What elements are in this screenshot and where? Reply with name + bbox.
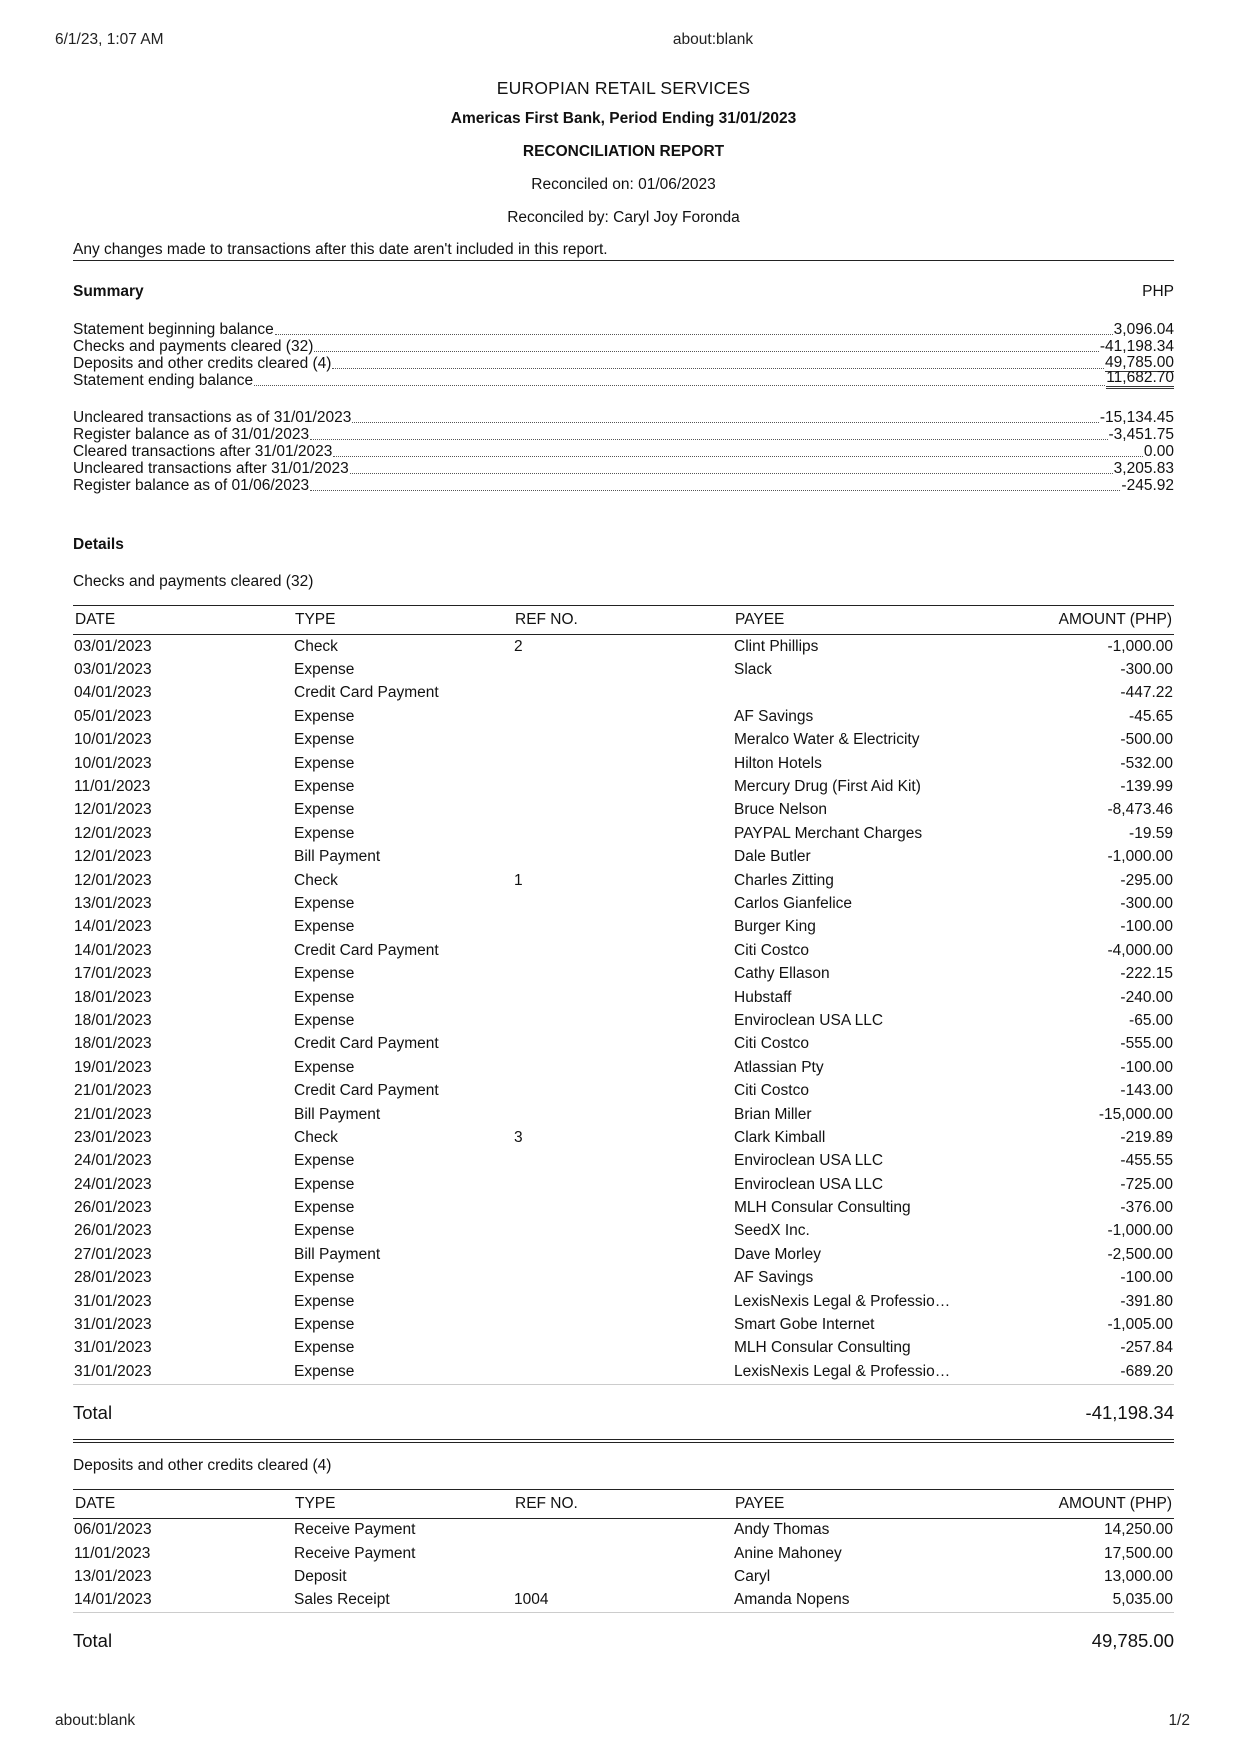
cell-date: 11/01/2023 — [74, 1544, 151, 1562]
cell-date: 13/01/2023 — [74, 1567, 152, 1585]
cell-date: 14/01/2023 — [74, 918, 152, 936]
cell-payee: SeedX Inc. — [734, 1222, 810, 1240]
summary-block-statement — [73, 321, 1174, 389]
checks-table-body — [73, 635, 1174, 1385]
cell-ref — [513, 775, 733, 798]
cell-date: 23/01/2023 — [74, 1128, 152, 1146]
cell-payee: Anine Mahoney — [734, 1544, 842, 1562]
checks-header-row — [73, 606, 1174, 635]
cell-payee: Citi Costco — [734, 941, 809, 959]
cell-type: Credit Card Payment — [294, 684, 439, 702]
cell-ref — [513, 892, 733, 915]
cell-type: Expense — [294, 988, 355, 1006]
table-row — [73, 822, 1174, 845]
cell-amount: -100.00 — [1120, 1058, 1173, 1076]
cell-ref — [513, 916, 733, 939]
table-row — [73, 1173, 1174, 1196]
table-row — [73, 1589, 1174, 1613]
cell-date: 28/01/2023 — [74, 1269, 152, 1287]
dot-leader — [332, 367, 1104, 369]
cell-amount: -300.00 — [1120, 894, 1173, 912]
table-row — [73, 962, 1174, 985]
summary-row — [73, 338, 1174, 355]
cell-type: Credit Card Payment — [294, 1035, 439, 1053]
cell-payee: Dale Butler — [734, 848, 811, 866]
cell-payee: Cathy Ellason — [734, 965, 830, 983]
table-row — [73, 1150, 1174, 1173]
cell-payee: Mercury Drug (First Aid Kit) — [734, 778, 921, 796]
cell-payee: Smart Gobe Internet — [734, 1316, 875, 1334]
reconciled-on: Reconciled on: 01/06/2023 — [531, 176, 716, 193]
cell-date: 12/01/2023 — [74, 824, 152, 842]
summary-row — [73, 426, 1174, 443]
cell-date: 12/01/2023 — [74, 848, 152, 866]
table-row — [73, 939, 1174, 962]
cell-payee: AF Savings — [734, 707, 814, 725]
cell-date: 21/01/2023 — [74, 1105, 152, 1123]
table-row — [73, 1313, 1174, 1336]
cell-ref — [513, 705, 733, 728]
cell-ref — [513, 1196, 733, 1219]
col-ref-header: REF NO. — [513, 1489, 733, 1518]
cell-type: Check — [294, 1128, 338, 1146]
col-payee-header: PAYEE — [733, 1489, 963, 1518]
summary-row-value: -15,134.45 — [1099, 409, 1174, 426]
cell-amount: -447.22 — [1120, 684, 1173, 702]
cell-type: Expense — [294, 1292, 355, 1310]
cell-ref — [513, 1079, 733, 1102]
summary-row-label: Register balance as of 31/01/2023 — [73, 426, 310, 443]
cell-ref — [513, 1150, 733, 1173]
cell-payee: Andy Thomas — [734, 1521, 830, 1539]
print-footer-url: about:blank — [55, 1712, 136, 1729]
cell-type: Expense — [294, 1339, 355, 1357]
cell-amount: -725.00 — [1120, 1175, 1173, 1193]
summary-row — [73, 321, 1174, 338]
cell-payee: Brian Miller — [734, 1105, 812, 1123]
cell-date: 19/01/2023 — [74, 1058, 152, 1076]
cell-date: 24/01/2023 — [74, 1175, 152, 1193]
summary-row-value: -3,451.75 — [1108, 426, 1174, 443]
cell-payee: Clint Phillips — [734, 637, 819, 655]
cell-type: Expense — [294, 1152, 355, 1170]
cell-type: Bill Payment — [294, 1105, 381, 1123]
table-row — [73, 682, 1174, 705]
deposits-table-body — [73, 1518, 1174, 1613]
cell-date: 27/01/2023 — [74, 1245, 152, 1263]
cell-type: Expense — [294, 1058, 355, 1076]
checks-total-block — [73, 1401, 1174, 1443]
summary-row — [73, 443, 1174, 460]
checks-table — [73, 605, 1174, 1385]
cell-date: 12/01/2023 — [74, 871, 152, 889]
cell-date: 12/01/2023 — [74, 801, 152, 819]
cell-ref — [513, 1033, 733, 1056]
print-url: about:blank — [672, 31, 754, 48]
cell-ref — [513, 1173, 733, 1196]
table-row — [73, 1220, 1174, 1243]
cell-type: Expense — [294, 731, 355, 749]
cell-amount: -19.59 — [1129, 824, 1173, 842]
cell-date: 10/01/2023 — [74, 731, 152, 749]
cell-type: Check — [294, 637, 338, 655]
cell-ref — [513, 1313, 733, 1336]
cell-payee: AF Savings — [734, 1269, 814, 1287]
cell-date: 14/01/2023 — [74, 941, 152, 959]
table-row — [73, 1009, 1174, 1032]
dot-leader — [254, 384, 1105, 386]
summary-row — [73, 477, 1174, 494]
table-row — [73, 916, 1174, 939]
cell-ref — [513, 1009, 733, 1032]
cell-amount: -222.15 — [1120, 965, 1173, 983]
cell-ref — [513, 986, 733, 1009]
cell-type: Check — [294, 871, 338, 889]
cell-date: 18/01/2023 — [74, 1011, 152, 1029]
table-row — [73, 1103, 1174, 1126]
cell-date: 04/01/2023 — [74, 684, 152, 702]
col-type-header: TYPE — [293, 1489, 513, 1518]
cell-type: Credit Card Payment — [294, 1082, 439, 1100]
summary-row-value: 3,205.83 — [1113, 460, 1174, 477]
summary-row-value: 3,096.04 — [1113, 321, 1174, 338]
cell-amount: -1,000.00 — [1107, 848, 1173, 866]
cell-amount: -143.00 — [1120, 1082, 1173, 1100]
summary-row-label: Uncleared transactions as of 31/01/2023 — [73, 409, 352, 426]
cell-type: Expense — [294, 661, 355, 679]
dot-leader — [310, 438, 1107, 440]
summary-header — [73, 282, 1174, 302]
cell-payee: Charles Zitting — [734, 871, 834, 889]
print-page-number: 1/2 — [1168, 1712, 1190, 1729]
summary-row-value: -245.92 — [1121, 477, 1174, 494]
cell-type: Receive Payment — [294, 1521, 416, 1539]
table-row — [73, 705, 1174, 728]
table-row — [73, 1360, 1174, 1384]
cell-amount: -219.89 — [1120, 1128, 1173, 1146]
cell-ref — [513, 1565, 733, 1588]
deposits-header-row — [73, 1489, 1174, 1518]
cell-type: Expense — [294, 1269, 355, 1287]
cell-type: Expense — [294, 965, 355, 983]
cell-date: 03/01/2023 — [74, 637, 152, 655]
cell-payee: Dave Morley — [734, 1245, 821, 1263]
cell-ref — [513, 799, 733, 822]
table-row — [73, 986, 1174, 1009]
table-row — [73, 658, 1174, 681]
col-payee-header: PAYEE — [733, 606, 963, 635]
cell-payee: Citi Costco — [734, 1082, 809, 1100]
cell-amount: -1,005.00 — [1107, 1316, 1173, 1334]
cell-type: Expense — [294, 707, 355, 725]
cell-type: Expense — [294, 824, 355, 842]
summary-row-value: 11,682.70 — [1106, 369, 1174, 389]
cell-amount: -376.00 — [1120, 1199, 1173, 1217]
cell-amount: 13,000.00 — [1104, 1567, 1173, 1585]
cell-date: 21/01/2023 — [74, 1082, 152, 1100]
cell-payee: Caryl — [734, 1567, 771, 1585]
table-row — [73, 1196, 1174, 1219]
col-type-header: TYPE — [293, 606, 513, 635]
summary-row-label: Deposits and other credits cleared (4) — [73, 355, 332, 372]
cell-amount: -1,000.00 — [1107, 1222, 1173, 1240]
table-row — [73, 1056, 1174, 1079]
company-name: EUROPIAN RETAIL SERVICES — [496, 78, 751, 98]
summary-row — [73, 460, 1174, 477]
summary-row-label: Register balance as of 01/06/2023 — [73, 477, 310, 494]
report-notice: Any changes made to transactions after this date aren't included in this report. — [73, 240, 1174, 261]
cell-amount: -532.00 — [1120, 754, 1173, 772]
cell-payee: Enviroclean USA LLC — [734, 1011, 884, 1029]
cell-ref — [513, 752, 733, 775]
table-row — [73, 1542, 1174, 1565]
cell-ref: 2 — [514, 637, 523, 655]
table-row — [73, 799, 1174, 822]
cell-type: Expense — [294, 801, 355, 819]
print-datetime: 6/1/23, 1:07 AM — [55, 31, 164, 48]
cell-payee: MLH Consular Consulting — [734, 1339, 911, 1357]
table-row — [73, 635, 1174, 659]
cell-amount: -455.55 — [1120, 1152, 1173, 1170]
summary-row — [73, 369, 1174, 389]
cell-payee: Meralco Water & Electricity — [734, 731, 920, 749]
cell-payee: Hubstaff — [734, 988, 792, 1006]
summary-row-value: 0.00 — [1143, 443, 1174, 460]
cell-amount: -1,000.00 — [1107, 637, 1173, 655]
cell-ref: 1 — [514, 871, 523, 889]
cell-ref — [513, 822, 733, 845]
cell-ref — [513, 1220, 733, 1243]
cell-amount: -15,000.00 — [1098, 1105, 1173, 1123]
cell-ref: 3 — [514, 1128, 523, 1146]
cell-payee: MLH Consular Consulting — [734, 1199, 911, 1217]
cell-ref — [513, 729, 733, 752]
cell-payee: Bruce Nelson — [734, 801, 828, 819]
cell-payee — [733, 682, 963, 705]
cell-type: Sales Receipt — [293, 1589, 513, 1613]
cell-date: 11/01/2023 — [74, 778, 151, 796]
table-row — [73, 1267, 1174, 1290]
col-date-header: DATE — [73, 606, 293, 635]
summary-row-label: Statement beginning balance — [73, 321, 274, 338]
summary-row-label: Checks and payments cleared (32) — [73, 338, 314, 355]
dot-leader — [314, 350, 1099, 352]
cell-amount: -8,473.46 — [1107, 801, 1173, 819]
cell-amount: -45.65 — [1129, 707, 1173, 725]
table-row — [73, 1518, 1174, 1542]
dot-leader — [350, 472, 1113, 474]
cell-date: 31/01/2023 — [74, 1316, 152, 1334]
cell-type: Expense — [294, 778, 355, 796]
checks-total-row — [73, 1401, 1174, 1425]
table-row — [73, 1337, 1174, 1360]
cell-amount: -689.20 — [963, 1360, 1174, 1384]
cell-ref — [513, 658, 733, 681]
summary-row-label: Statement ending balance — [73, 372, 254, 389]
cell-payee: Citi Costco — [734, 1035, 809, 1053]
cell-date: 18/01/2023 — [74, 1035, 152, 1053]
report-title: RECONCILIATION REPORT — [522, 143, 725, 160]
cell-type: Expense — [293, 1360, 513, 1384]
report-page — [73, 76, 1174, 1667]
cell-type: Bill Payment — [294, 1245, 381, 1263]
cell-payee: PAYPAL Merchant Charges — [734, 824, 923, 842]
cell-payee: LexisNexis Legal & Professio… — [734, 1292, 951, 1310]
cell-ref — [513, 1243, 733, 1266]
dot-leader — [352, 421, 1099, 423]
table-row — [73, 869, 1174, 892]
cell-payee: Atlassian Pty — [734, 1058, 824, 1076]
cell-amount: -555.00 — [1120, 1035, 1173, 1053]
cell-type: Expense — [294, 754, 355, 772]
deposits-total-label: Total — [73, 1630, 113, 1652]
cell-ref — [513, 962, 733, 985]
cell-payee: Slack — [734, 661, 772, 679]
checks-total-label: Total — [73, 1401, 113, 1423]
cell-ref — [513, 682, 733, 705]
cell-payee: Enviroclean USA LLC — [734, 1175, 884, 1193]
cell-type: Expense — [294, 1222, 355, 1240]
cell-amount: -240.00 — [1120, 988, 1173, 1006]
cell-payee: LexisNexis Legal & Professio… — [733, 1360, 963, 1384]
cell-type: Expense — [294, 918, 355, 936]
deposits-total-row — [73, 1629, 1174, 1653]
cell-amount: 14,250.00 — [1104, 1521, 1173, 1539]
details-label: Details — [73, 536, 124, 553]
cell-date: 10/01/2023 — [74, 754, 152, 772]
cell-type: Expense — [294, 1175, 355, 1193]
table-row — [73, 1565, 1174, 1588]
cell-ref — [513, 1518, 733, 1542]
table-row — [73, 775, 1174, 798]
cell-payee: Clark Kimball — [734, 1128, 826, 1146]
cell-payee: Burger King — [734, 918, 816, 936]
cell-ref — [513, 1056, 733, 1079]
table-row — [73, 1126, 1174, 1149]
table-row — [73, 1243, 1174, 1266]
cell-date: 14/01/2023 — [73, 1589, 293, 1613]
table-row — [73, 846, 1174, 869]
dot-leader — [333, 455, 1142, 457]
table-row — [73, 1079, 1174, 1102]
summary-row-value: 49,785.00 — [1105, 354, 1174, 371]
dot-leader — [310, 489, 1120, 491]
summary-row — [73, 355, 1174, 372]
cell-ref — [513, 939, 733, 962]
cell-date: 26/01/2023 — [74, 1222, 152, 1240]
reconciled-by: Reconciled by: Caryl Joy Foronda — [507, 209, 740, 226]
summary-row-label: Cleared transactions after 31/01/2023 — [73, 443, 333, 460]
checks-section-label: Checks and payments cleared (32) — [73, 573, 314, 590]
table-row — [73, 1290, 1174, 1313]
cell-amount: -139.99 — [1120, 778, 1173, 796]
deposits-total-block — [73, 1629, 1174, 1667]
cell-amount: -500.00 — [1120, 731, 1173, 749]
cell-amount: -300.00 — [1120, 661, 1173, 679]
col-ref-header: REF NO. — [513, 606, 733, 635]
summary-row-label: Uncleared transactions after 31/01/2023 — [73, 460, 349, 477]
cell-ref: 1004 — [513, 1589, 733, 1613]
cell-type: Expense — [294, 1316, 355, 1334]
deposits-section-label: Deposits and other credits cleared (4) — [73, 1456, 332, 1474]
summary-block-register — [73, 409, 1174, 494]
cell-amount: 5,035.00 — [963, 1589, 1174, 1613]
cell-date: 05/01/2023 — [74, 707, 152, 725]
cell-date: 06/01/2023 — [74, 1521, 152, 1539]
cell-type: Deposit — [294, 1567, 347, 1585]
summary-currency: PHP — [1142, 283, 1174, 300]
cell-date: 03/01/2023 — [74, 661, 152, 679]
col-amount-header: AMOUNT (PHP) — [963, 1489, 1174, 1518]
cell-date: 31/01/2023 — [73, 1360, 293, 1384]
cell-type: Expense — [294, 1199, 355, 1217]
cell-amount: -100.00 — [1120, 1269, 1173, 1287]
cell-amount: -100.00 — [1120, 918, 1173, 936]
cell-type: Credit Card Payment — [294, 941, 439, 959]
col-date-header: DATE — [73, 1489, 293, 1518]
cell-type: Expense — [294, 894, 355, 912]
table-row — [73, 729, 1174, 752]
dot-leader — [275, 333, 1113, 335]
table-row — [73, 752, 1174, 775]
summary-label: Summary — [73, 283, 144, 300]
cell-date: 31/01/2023 — [74, 1339, 152, 1357]
cell-type: Expense — [294, 1011, 355, 1029]
cell-amount: -65.00 — [1129, 1011, 1173, 1029]
cell-type: Bill Payment — [294, 848, 381, 866]
cell-ref — [513, 1542, 733, 1565]
cell-date: 31/01/2023 — [74, 1292, 152, 1310]
summary-row — [73, 409, 1174, 426]
checks-total-value: -41,198.34 — [1085, 1401, 1174, 1423]
cell-ref — [513, 1290, 733, 1313]
cell-payee: Enviroclean USA LLC — [734, 1152, 884, 1170]
cell-ref — [513, 1267, 733, 1290]
cell-amount: -2,500.00 — [1107, 1245, 1173, 1263]
cell-amount: -391.80 — [1120, 1292, 1173, 1310]
cell-amount: -295.00 — [1120, 871, 1173, 889]
table-row — [73, 1033, 1174, 1056]
cell-amount: -4,000.00 — [1107, 941, 1173, 959]
cell-ref — [513, 1337, 733, 1360]
cell-date: 18/01/2023 — [74, 988, 152, 1006]
cell-date: 26/01/2023 — [74, 1199, 152, 1217]
cell-payee: Amanda Nopens — [733, 1589, 963, 1613]
summary-row-value: -41,198.34 — [1099, 338, 1174, 355]
cell-ref — [513, 846, 733, 869]
cell-type: Receive Payment — [294, 1544, 416, 1562]
col-amount-header: AMOUNT (PHP) — [963, 606, 1174, 635]
cell-date: 17/01/2023 — [74, 965, 152, 983]
bank-period: Americas First Bank, Period Ending 31/01/2023 — [450, 110, 797, 127]
cell-amount: -257.84 — [1120, 1339, 1173, 1357]
cell-date: 24/01/2023 — [74, 1152, 152, 1170]
deposits-total-value: 49,785.00 — [1091, 1630, 1174, 1652]
cell-payee: Hilton Hotels — [734, 754, 822, 772]
cell-ref — [513, 1103, 733, 1126]
deposits-table — [73, 1489, 1174, 1614]
cell-payee: Carlos Gianfelice — [734, 894, 853, 912]
cell-date: 13/01/2023 — [74, 894, 152, 912]
cell-ref — [513, 1360, 733, 1384]
table-row — [73, 892, 1174, 915]
cell-amount: 17,500.00 — [1104, 1544, 1173, 1562]
